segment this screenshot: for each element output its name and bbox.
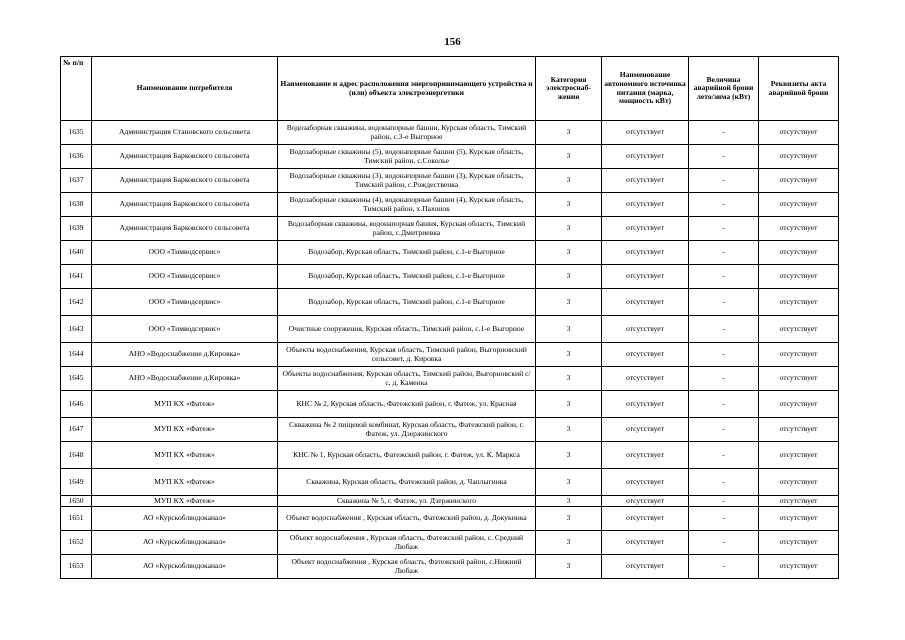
table-row (61, 289, 839, 316)
power-source-cell: отсутствует (602, 121, 689, 145)
address-cell: Водозаборная скважина, водонапорная башня, Курская область, Тимский район, с.Дмитриевка (278, 217, 536, 241)
row-number-cell: 1651 (61, 507, 92, 531)
row-number-cell: 1649 (61, 469, 92, 496)
column-header-address: Наименование и адрес расположения энергопринимающего устройства и (или) объекта электроэнергетики (278, 57, 536, 121)
reserve-cell: - (689, 289, 759, 316)
consumer-name-cell: Администрация Барковского сельсовета (92, 169, 278, 193)
power-source-cell: отсутствует (602, 469, 689, 496)
reserve-cell: - (689, 316, 759, 343)
row-number-cell: 1642 (61, 289, 92, 316)
table-row (61, 265, 839, 289)
category-cell: 3 (536, 442, 602, 469)
row-number-cell: 1639 (61, 217, 92, 241)
reserve-cell: - (689, 555, 759, 579)
reserve-cell: - (689, 507, 759, 531)
table-row (61, 169, 839, 193)
power-source-cell: отсутствует (602, 217, 689, 241)
column-header-act: Реквизиты акта аварийной брони (759, 57, 839, 121)
consumer-name-cell: ООО «Тимводсервис» (92, 289, 278, 316)
act-cell: отсутствует (759, 343, 839, 367)
table-row (61, 507, 839, 531)
consumer-name-cell: МУП КХ «Фатеж» (92, 469, 278, 496)
act-cell: отсутствует (759, 507, 839, 531)
table-row (61, 496, 839, 507)
act-cell: отсутствует (759, 555, 839, 579)
category-cell: 3 (536, 169, 602, 193)
power-source-cell: отсутствует (602, 555, 689, 579)
row-number-cell: 1645 (61, 367, 92, 391)
address-cell: Объект водоснабжения , Курская область, Фатежский район, с. Средний Любаж (278, 531, 536, 555)
power-source-cell: отсутствует (602, 391, 689, 418)
table-row (61, 343, 839, 367)
address-cell: Объект водоснабжения , Курская область, Фатежский район, с.Нижний Любаж (278, 555, 536, 579)
act-cell: отсутствует (759, 265, 839, 289)
act-cell: отсутствует (759, 367, 839, 391)
category-cell: 3 (536, 391, 602, 418)
category-cell: 3 (536, 418, 602, 442)
consumer-name-cell: ООО «Тимводсервис» (92, 241, 278, 265)
power-source-cell: отсутствует (602, 531, 689, 555)
category-cell: 3 (536, 496, 602, 507)
act-cell: отсутствует (759, 217, 839, 241)
reserve-cell: - (689, 418, 759, 442)
act-cell: отсутствует (759, 469, 839, 496)
category-cell: 3 (536, 121, 602, 145)
power-source-cell: отсутствует (602, 265, 689, 289)
power-source-cell: отсутствует (602, 193, 689, 217)
address-cell: Водозабор, Курская область, Тимский район, с.1-е Выгорное (278, 289, 536, 316)
address-cell: Объект водоснабжения , Курская область, Фатежский район, д. Докукинка (278, 507, 536, 531)
act-cell: отсутствует (759, 121, 839, 145)
reserve-cell: - (689, 145, 759, 169)
category-cell: 3 (536, 217, 602, 241)
reserve-cell: - (689, 169, 759, 193)
power-source-cell: отсутствует (602, 496, 689, 507)
reserve-cell: - (689, 217, 759, 241)
act-cell: отсутствует (759, 442, 839, 469)
table-row (61, 442, 839, 469)
power-source-cell: отсутствует (602, 442, 689, 469)
consumer-name-cell: АНО «Водоснабжение д.Кировка» (92, 367, 278, 391)
act-cell: отсутствует (759, 418, 839, 442)
consumer-name-cell: ООО «Тимводсервис» (92, 316, 278, 343)
category-cell: 3 (536, 555, 602, 579)
row-number-cell: 1646 (61, 391, 92, 418)
table-row (61, 555, 839, 579)
table-row (61, 418, 839, 442)
column-header-consumer: Наименование потребителя (92, 57, 278, 121)
category-cell: 3 (536, 469, 602, 496)
address-cell: Скважина, Курская область, Фатежский район, д. Чаплыгинка (278, 469, 536, 496)
table-row (61, 316, 839, 343)
consumer-name-cell: МУП КХ «Фатеж» (92, 418, 278, 442)
power-source-cell: отсутствует (602, 343, 689, 367)
act-cell: отсутствует (759, 145, 839, 169)
act-cell: отсутствует (759, 289, 839, 316)
consumer-name-cell: МУП КХ «Фатеж» (92, 442, 278, 469)
row-number-cell: 1643 (61, 316, 92, 343)
row-number-cell: 1650 (61, 496, 92, 507)
address-cell: Очистные сооружения, Курская область, Тимский район, с.1-е Выгорное (278, 316, 536, 343)
reserve-cell: - (689, 121, 759, 145)
consumer-name-cell: Администрация Барковского сельсовета (92, 193, 278, 217)
address-cell: Водозабор, Курская область, Тимский район, с.1-е Выгорное (278, 241, 536, 265)
category-cell: 3 (536, 507, 602, 531)
reserve-cell: - (689, 241, 759, 265)
power-source-cell: отсутствует (602, 367, 689, 391)
table-row (61, 531, 839, 555)
reserve-cell: - (689, 531, 759, 555)
act-cell: отсутствует (759, 316, 839, 343)
consumer-name-cell: МУП КХ «Фатеж» (92, 391, 278, 418)
table-row (61, 193, 839, 217)
reserve-cell: - (689, 343, 759, 367)
reserve-cell: - (689, 391, 759, 418)
address-cell: Водозаборные скважины (4), водонапорные башни (4), Курская область, Тимский район, х.Пахонок (278, 193, 536, 217)
act-cell: отсутствует (759, 391, 839, 418)
table-row (61, 391, 839, 418)
row-number-cell: 1653 (61, 555, 92, 579)
address-cell: Объекты водоснабжения, Курская область, Тимский район, Выгорновский с/с, д. Каменка (278, 367, 536, 391)
column-header-power-source: Наименование автономного источника питания (марка, мощность кВт) (602, 57, 689, 121)
column-header-category: Категория электроснаб-жения (536, 57, 602, 121)
row-number-cell: 1641 (61, 265, 92, 289)
power-source-cell: отсутствует (602, 169, 689, 193)
column-header-number: № п/п (61, 57, 92, 121)
consumer-name-cell: АО «Курскоблводоканал» (92, 507, 278, 531)
table-row (61, 145, 839, 169)
act-cell: отсутствует (759, 531, 839, 555)
table-body (61, 121, 839, 579)
reserve-cell: - (689, 469, 759, 496)
category-cell: 3 (536, 343, 602, 367)
act-cell: отсутствует (759, 193, 839, 217)
table-row (61, 241, 839, 265)
row-number-cell: 1637 (61, 169, 92, 193)
power-source-cell: отсутствует (602, 145, 689, 169)
category-cell: 3 (536, 145, 602, 169)
act-cell: отсутствует (759, 241, 839, 265)
power-source-cell: отсутствует (602, 241, 689, 265)
row-number-cell: 1644 (61, 343, 92, 367)
address-cell: Водозаборные скважины (3), водонапорные башни (3), Курская область, Тимский район, с.Рождественка (278, 169, 536, 193)
act-cell: отсутствует (759, 169, 839, 193)
category-cell: 3 (536, 367, 602, 391)
row-number-cell: 1647 (61, 418, 92, 442)
table-row (61, 217, 839, 241)
reserve-cell: - (689, 442, 759, 469)
category-cell: 3 (536, 531, 602, 555)
row-number-cell: 1636 (61, 145, 92, 169)
category-cell: 3 (536, 193, 602, 217)
consumer-name-cell: АНО «Водоснабжение д.Кировка» (92, 343, 278, 367)
table-row (61, 367, 839, 391)
address-cell: КНС № 1, Курская область, Фатежский район, г. Фатеж, ул. К. Маркса (278, 442, 536, 469)
table-row (61, 469, 839, 496)
address-cell: Водозаборная скважина, водонапорные башни, Курская область, Тимский район, с.3-е Выгорное (278, 121, 536, 145)
column-header-reserve: Величина аварийной брони лето/зима (кВт) (689, 57, 759, 121)
category-cell: 3 (536, 316, 602, 343)
consumer-name-cell: Администрация Барковского сельсовета (92, 145, 278, 169)
consumer-name-cell: МУП КХ «Фатеж» (92, 496, 278, 507)
category-cell: 3 (536, 241, 602, 265)
reserve-cell: - (689, 265, 759, 289)
page-number: 156 (444, 36, 461, 48)
category-cell: 3 (536, 289, 602, 316)
address-cell: Скважина № 5, г. Фатеж, ул. Дзержинского (278, 496, 536, 507)
consumer-name-cell: АО «Курскоблводоканал» (92, 531, 278, 555)
address-cell: Водозабор, Курская область, Тимский район, с.1-е Выгорное (278, 265, 536, 289)
reserve-cell: - (689, 367, 759, 391)
consumer-name-cell: АО «Курскоблводоканал» (92, 555, 278, 579)
table-row (61, 121, 839, 145)
table-header-row (61, 57, 839, 121)
reserve-cell: - (689, 496, 759, 507)
row-number-cell: 1635 (61, 121, 92, 145)
address-cell: Объекты водоснабжения, Курская область, Тимский район, Выгорновский сельсовет, д. Кировка (278, 343, 536, 367)
power-source-cell: отсутствует (602, 289, 689, 316)
consumer-registry-table (60, 56, 839, 579)
row-number-cell: 1640 (61, 241, 92, 265)
address-cell: КНС № 2, Курская область, Фатежский район, г. Фатеж, ул. Красная (278, 391, 536, 418)
power-source-cell: отсутствует (602, 316, 689, 343)
power-source-cell: отсутствует (602, 507, 689, 531)
consumer-name-cell: ООО «Тимводсервис» (92, 265, 278, 289)
power-source-cell: отсутствует (602, 418, 689, 442)
row-number-cell: 1652 (61, 531, 92, 555)
address-cell: Водозаборные скважины (5), водонапорные башни (5), Курская область, Тимский район, с.Сокольe (278, 145, 536, 169)
category-cell: 3 (536, 265, 602, 289)
act-cell: отсутствует (759, 496, 839, 507)
reserve-cell: - (689, 193, 759, 217)
row-number-cell: 1648 (61, 442, 92, 469)
consumer-name-cell: Администрация Барковского сельсовета (92, 217, 278, 241)
row-number-cell: 1638 (61, 193, 92, 217)
address-cell: Скважина № 2 пищевой комбинат, Курская область, Фатежский район, г. Фатеж, ул. Дзержинского (278, 418, 536, 442)
consumer-name-cell: Администрация Становского сельсовета (92, 121, 278, 145)
